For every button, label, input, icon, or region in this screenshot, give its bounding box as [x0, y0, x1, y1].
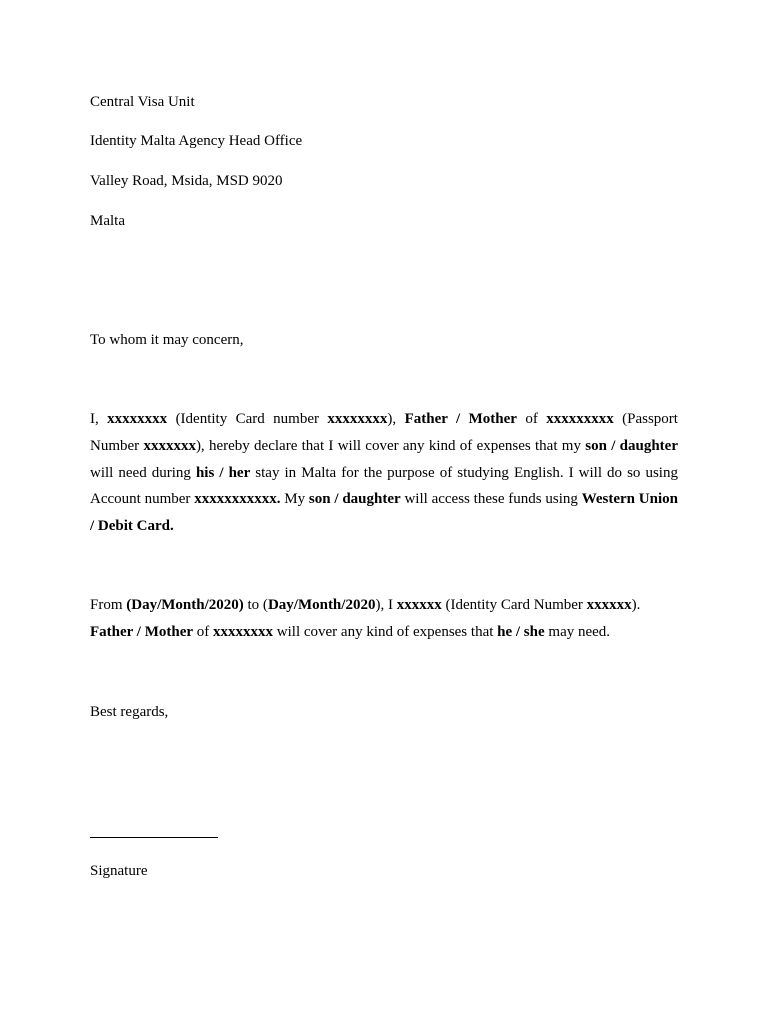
pronoun-option: he / she [497, 623, 545, 640]
address-line-2: Identity Malta Agency Head Office [90, 133, 303, 149]
address-line-1: Central Visa Unit [90, 94, 195, 110]
text-run: (Identity Card number [167, 411, 328, 427]
signature-line [90, 837, 218, 838]
text-run: to ( [243, 597, 268, 613]
text-run: ), I [375, 597, 397, 613]
relation-option: Father / Mother [404, 411, 517, 427]
text-run: ). [631, 597, 641, 613]
account-number-placeholder: xxxxxxxxxxx. [194, 491, 281, 508]
sponsor-name-placeholder: xxxxxx [396, 597, 442, 613]
pronoun-option: his / her [195, 464, 251, 481]
period-paragraph [90, 592, 678, 646]
closing: Best regards, [90, 704, 169, 720]
applicant-name-placeholder: xxxxxxxx [107, 411, 168, 427]
child-option: son / daughter [308, 491, 401, 508]
address-line-3: Valley Road, Msida, MSD 9020 [90, 173, 283, 189]
relation-option: Father / Mother [90, 623, 194, 640]
text-run: will need during [90, 464, 196, 481]
start-date-placeholder: (Day/Month/2020) [126, 597, 244, 613]
text-run: of [193, 623, 214, 640]
salutation: To whom it may concern, [90, 332, 244, 348]
declaration-paragraph [90, 406, 678, 540]
text-run: will access these funds using [400, 491, 582, 508]
funds-access-method: Western Union / Debit Card. [90, 491, 678, 535]
text-run: From [90, 597, 127, 613]
text-run: will cover any kind of expenses that [273, 623, 498, 640]
end-date-placeholder: Day/Month/2020 [267, 597, 376, 613]
passport-number-placeholder: xxxxxxx [143, 437, 196, 454]
text-run: ), [387, 411, 405, 427]
text-run: I, [90, 411, 108, 427]
text-run: (Identity Card Number [441, 597, 587, 613]
id-card-number-placeholder: xxxxxxxx [327, 411, 388, 427]
child-option: son / daughter [585, 437, 678, 454]
signature-label: Signature [90, 863, 148, 879]
address-line-4: Malta [90, 213, 125, 229]
text-run: ), hereby declare that I will cover any kind of expenses that my [195, 437, 586, 454]
text-run: My [280, 491, 309, 508]
text-run: of [516, 411, 547, 427]
text-run: (Passport Number [90, 411, 678, 454]
text-run: may need. [544, 623, 611, 640]
id-card-number-placeholder: xxxxxx [586, 597, 632, 613]
text-run: stay in Malta for the purpose of studying English. I will do so using Account number [90, 464, 678, 508]
student-name-placeholder: xxxxxxxxx [546, 411, 614, 427]
student-name-placeholder: xxxxxxxx [213, 623, 274, 640]
